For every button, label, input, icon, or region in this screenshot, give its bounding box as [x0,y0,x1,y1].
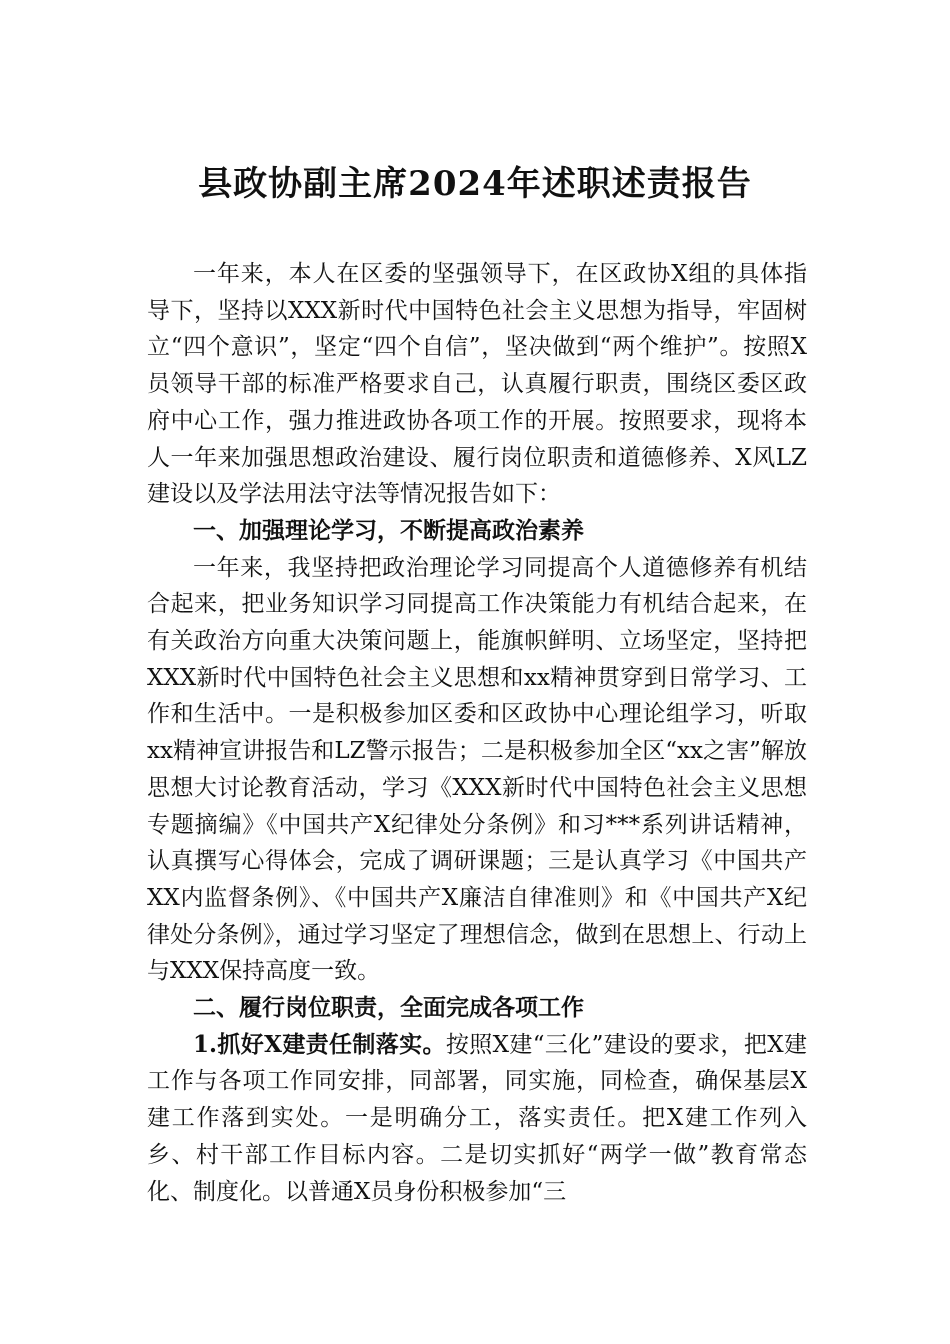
document-body [147,256,807,1210]
intro-paragraph: 一年来，本人在区委的坚强领导下，在区政协X组的具体指导下，坚持以XXX新时代中国特色社会主义思想为指导，牢固树立“四个意识”，坚定“四个自信”，坚决做到“两个维护”。按照X员领导干部的标准严格要求自己，认真履行职责，围绕区委区政府中心工作，强力推进政协各项工作的开展。按照要求，现将本人一年来加强思想政治建设、履行岗位职责和道德修养、X风LZ建设以及学法用法守法等情况报告如下： [147,261,807,508]
section-2-item-1 [147,1027,807,1211]
section-2-item-1-lead: 1.抓好X建责任制落实。 [193,1030,446,1058]
section-2-heading: 二、履行岗位职责，全面完成各项工作 [193,995,584,1022]
section-1-paragraph: 一年来，我坚持把政治理论学习同提高个人道德修养有机结合起来，把业务知识学习同提高工作决策能力有机结合起来，在有关政治方向重大决策问题上，能旗帜鲜明、立场坚定，坚持把XXX新时代中国特色社会主义思想和xx精神贯穿到日常学习、工作和生活中。一是积极参加区委和区政协中心理论组学习，听取xx精神宣讲报告和LZ警示报告；二是积极参加全区“xx之害”解放思想大讨论教育活动，学习《XXX新时代中国特色社会主义思想专题摘编》《中国共产X纪律处分条例》和习***系列讲话精神，认真撰写心得体会，完成了调研课题；三是认真学习《中国共产XX内监督条例》、《中国共产X廉洁自律准则》和《中国共产X纪律处分条例》，通过学习坚定了理想信念，做到在思想上、行动上与XXX保持高度一致。 [147,554,807,985]
document-title: 县政协副主席2024年述职述责报告 [198,164,752,204]
section-2-item-1-text: 按照X建“三化”建设的要求，把X建工作与各项工作同安排，同部署，同实施，同检查，确保基层X建工作落到实处。一是明确分工，落实责任。把X建工作列入乡、村干部工作目标内容。二是切实抓好“两学一做”教育常态化、制度化。以普通X员身份积极参加“三 [147,1031,808,1205]
section-1-heading: 一、加强理论学习，不断提高政治素养 [193,517,584,544]
